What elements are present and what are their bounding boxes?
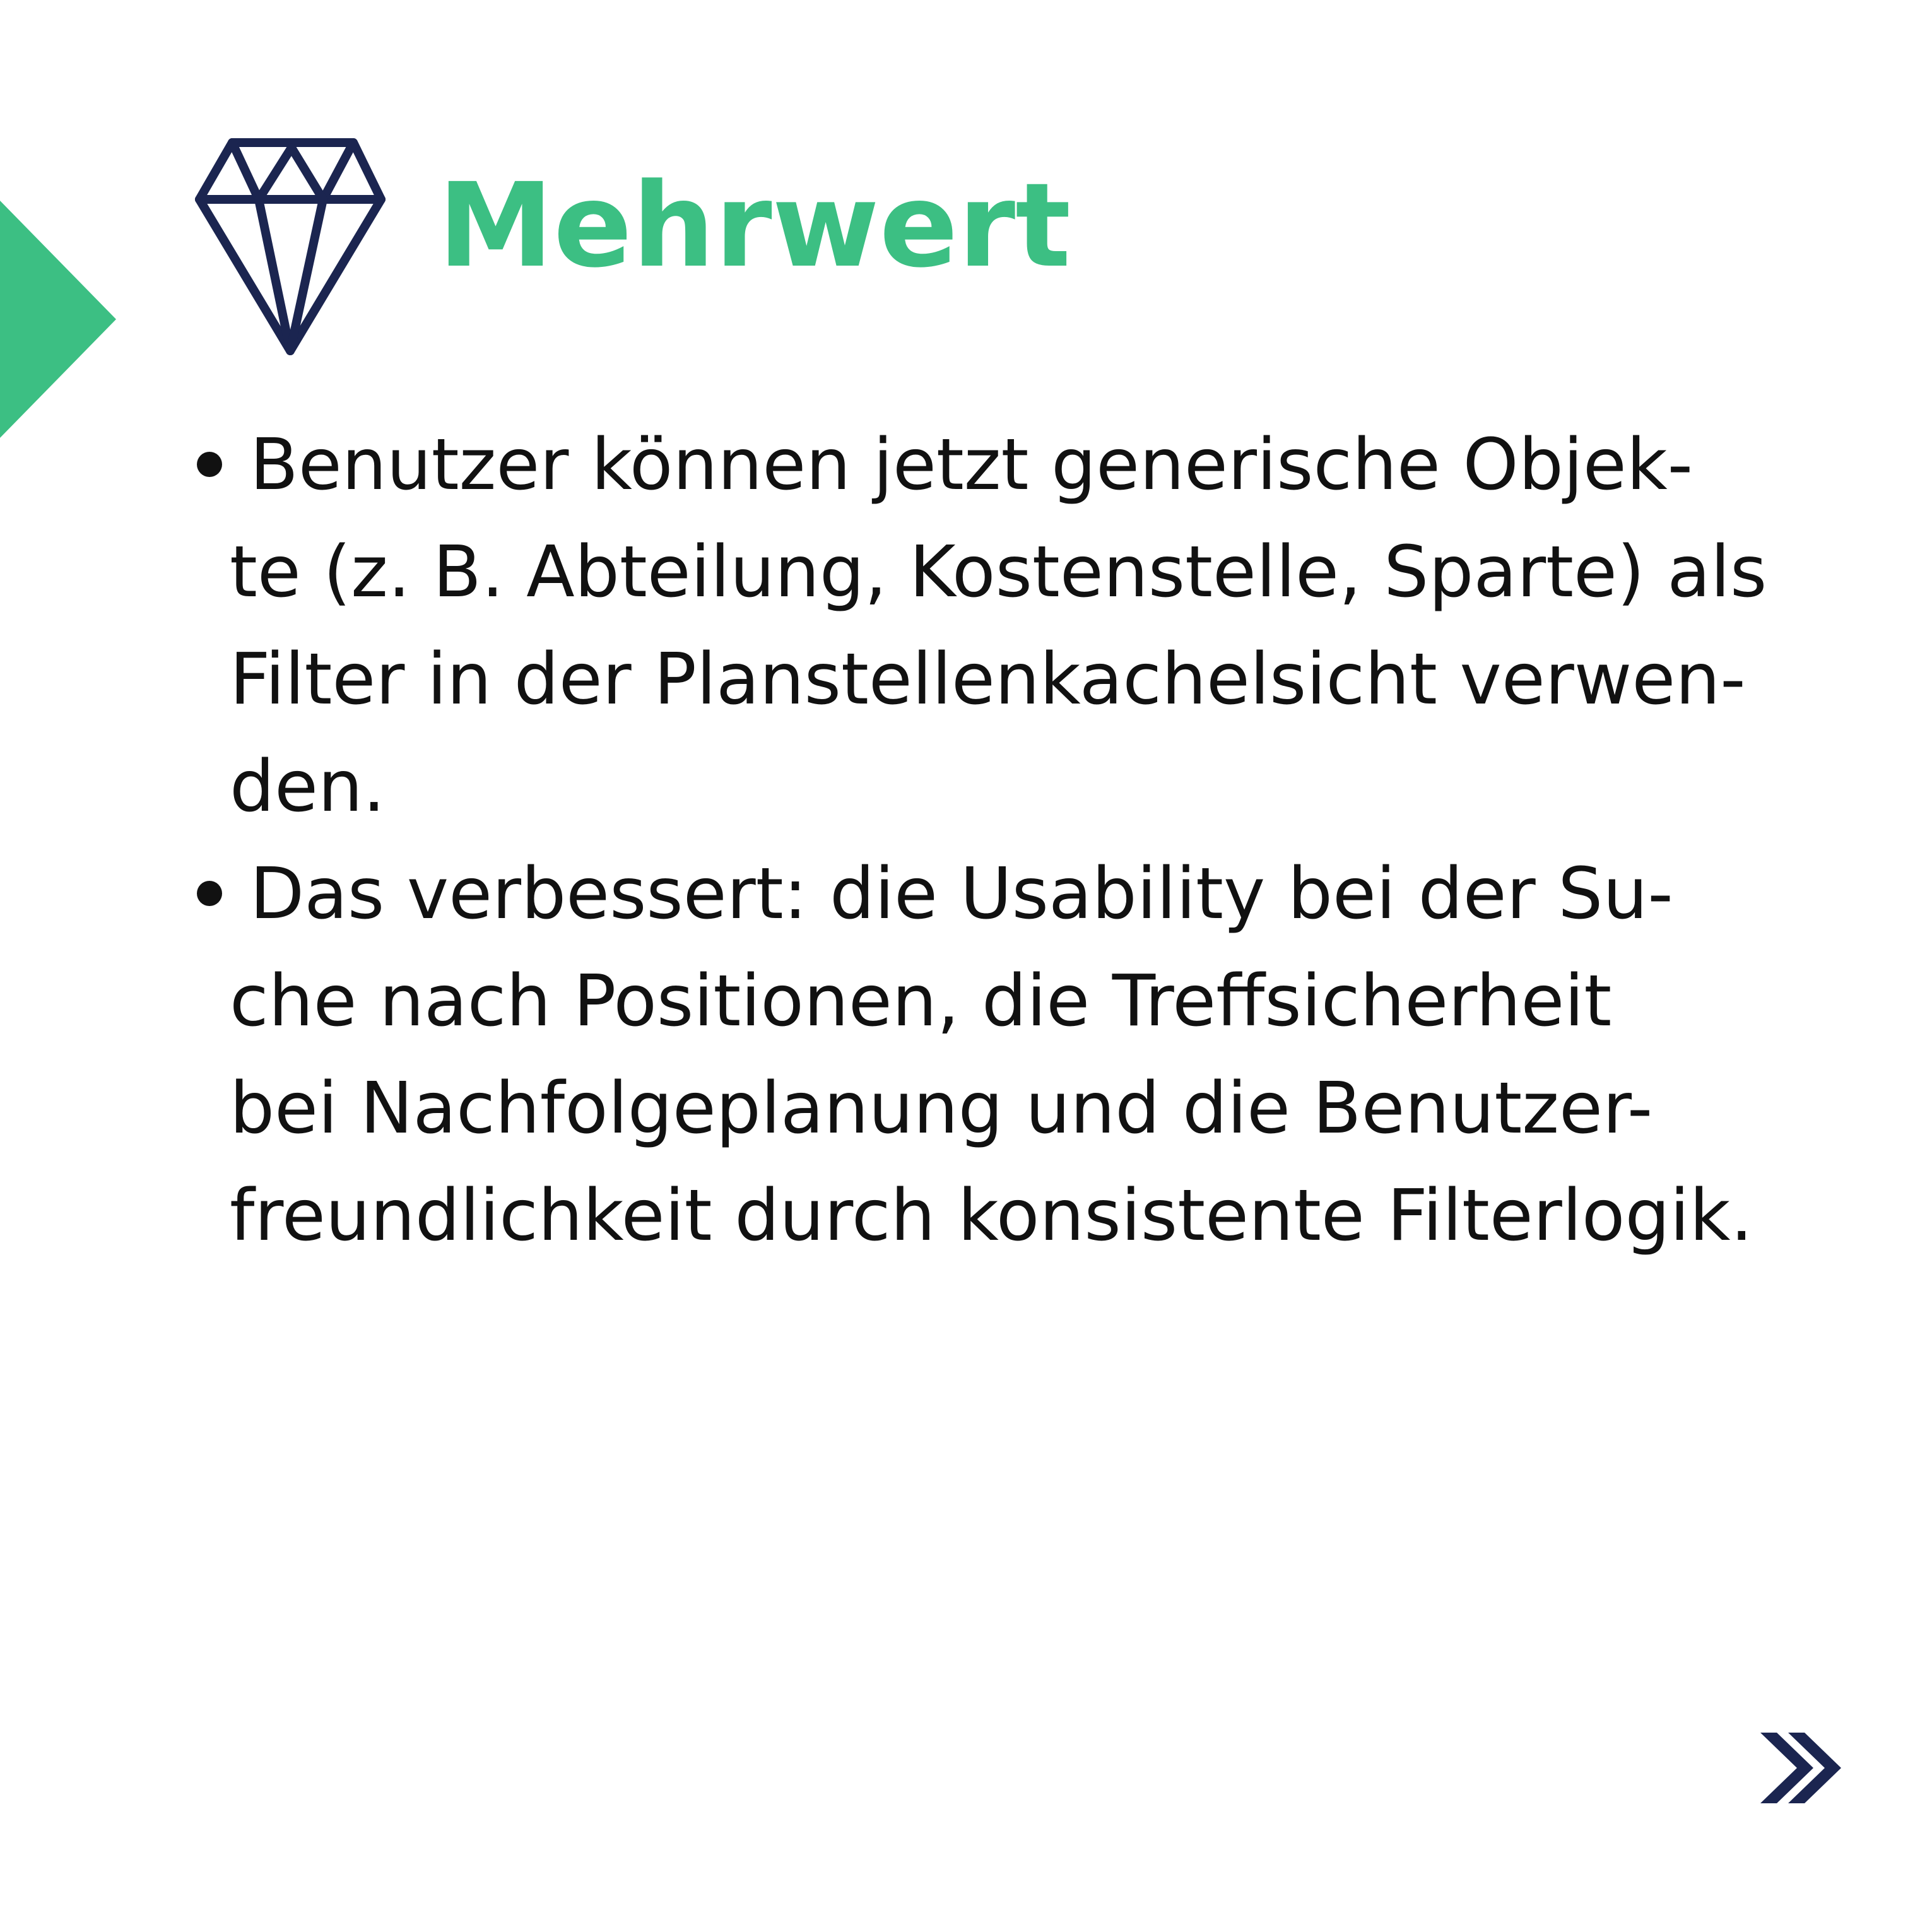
bullet-line: Das verbessert: die Usability bei der Su-	[189, 840, 1861, 948]
bullet-line: Benutzer können jetzt generische Objek-	[189, 411, 1861, 519]
bullet-line: Filter in der Planstellenkachelsicht verwen-	[230, 639, 1746, 721]
bullet-item	[189, 411, 1861, 840]
bullet-line: bei Nachfolgeplanung und die Benutzer-	[230, 1068, 1653, 1150]
diamond-icon	[0, 0, 404, 379]
bullet-line: freundlichkeit durch konsistente Filterlogik.	[230, 1175, 1753, 1257]
bullet-dot	[197, 452, 222, 477]
bullet-line: che nach Positionen, die Treffsicherheit	[230, 960, 1612, 1042]
bullet-list	[189, 411, 1861, 1269]
bullet-line: den.	[230, 746, 386, 828]
bullet-item	[189, 840, 1861, 1269]
slide-title: Mehrwert	[438, 158, 1071, 293]
bullet-dot	[197, 881, 222, 906]
bullet-line: te (z. B. Abteilung, Kostenstelle, Sparte) als	[230, 531, 1767, 613]
